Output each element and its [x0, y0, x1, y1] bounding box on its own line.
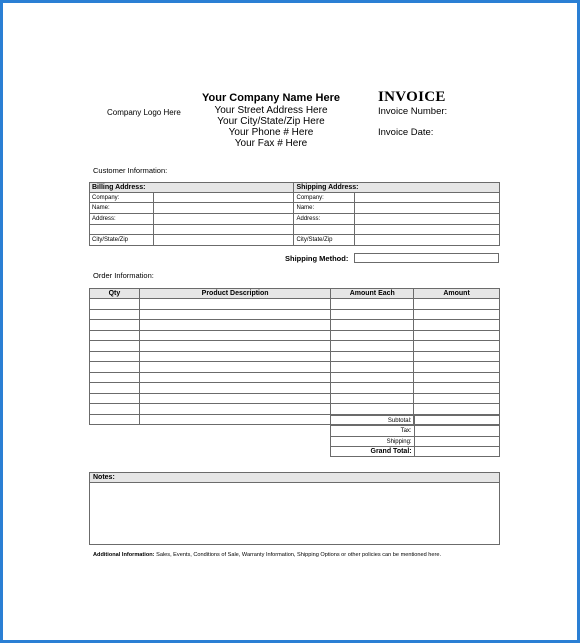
order-row [90, 393, 500, 404]
description-cell[interactable] [139, 404, 330, 415]
amount-cell[interactable] [414, 362, 500, 373]
shipping-address-label: Address: [294, 214, 355, 225]
amount-each-cell[interactable] [331, 309, 414, 320]
amount-cell[interactable] [414, 330, 500, 341]
billing-address-header: Billing Address: [90, 183, 294, 193]
description-cell[interactable] [139, 383, 330, 394]
amount-each-cell[interactable] [331, 362, 414, 373]
order-row [90, 404, 500, 415]
description-cell[interactable] [139, 309, 330, 320]
description-cell[interactable] [139, 299, 330, 310]
amount-cell[interactable] [414, 351, 500, 362]
shipping-address-field[interactable] [355, 214, 500, 225]
shipping-company-label: Company: [294, 193, 355, 203]
company-city: Your City/State/Zip Here [217, 116, 325, 127]
qty-cell[interactable] [90, 299, 140, 310]
qty-cell[interactable] [90, 414, 140, 425]
order-row [90, 330, 500, 341]
qty-cell[interactable] [90, 372, 140, 383]
additional-information [93, 552, 441, 558]
amount-each-cell[interactable] [331, 351, 414, 362]
amount-each-cell[interactable] [331, 320, 414, 331]
shipping-name-field[interactable] [355, 203, 500, 214]
customer-table [89, 182, 500, 246]
billing-address2-label [90, 225, 154, 235]
qty-cell[interactable] [90, 383, 140, 394]
qty-cell[interactable] [90, 341, 140, 352]
billing-city-field[interactable] [153, 235, 294, 246]
order-row [90, 362, 500, 373]
billing-company-label: Company: [90, 193, 154, 203]
description-cell[interactable] [139, 414, 330, 425]
shipping-field[interactable] [414, 437, 499, 447]
shipping-method-field[interactable] [354, 253, 499, 263]
grand-total-field[interactable] [414, 447, 499, 457]
subtotal-label: Subtotal: [331, 416, 415, 426]
billing-city-label: City/State/Zip [90, 235, 154, 246]
order-row [90, 383, 500, 394]
company-street: Your Street Address Here [214, 105, 328, 116]
company-name: Your Company Name Here [202, 92, 340, 104]
shipping-city-label: City/State/Zip [294, 235, 355, 246]
amount-cell[interactable] [414, 309, 500, 320]
qty-cell[interactable] [90, 330, 140, 341]
company-phone: Your Phone # Here [228, 127, 314, 138]
additional-information-label: Additional Information: [93, 552, 155, 558]
description-cell[interactable] [139, 393, 330, 404]
description-cell[interactable] [139, 351, 330, 362]
order-row [90, 372, 500, 383]
order-table [89, 288, 500, 425]
description-cell[interactable] [139, 320, 330, 331]
grand-total-label: Grand Total: [331, 447, 415, 457]
shipping-address2-field[interactable] [355, 225, 500, 235]
invoice-number-label: Invoice Number: [378, 106, 448, 117]
amount-column-header: Amount [414, 289, 500, 299]
amount-cell[interactable] [414, 393, 500, 404]
shipping-company-field[interactable] [355, 193, 500, 203]
invoice-title: INVOICE [378, 89, 446, 105]
invoice-date-label: Invoice Date: [378, 127, 434, 138]
qty-cell[interactable] [90, 362, 140, 373]
description-cell[interactable] [139, 362, 330, 373]
qty-column-header: Qty [90, 289, 140, 299]
notes-header: Notes: [90, 473, 499, 483]
amount-each-cell[interactable] [331, 372, 414, 383]
amount-each-cell[interactable] [331, 383, 414, 394]
billing-address-label: Address: [90, 214, 154, 225]
order-section-label: Order Information: [93, 271, 154, 280]
shipping-name-label: Name: [294, 203, 355, 214]
amount-cell[interactable] [414, 341, 500, 352]
amount-cell[interactable] [414, 320, 500, 331]
amount-each-cell[interactable] [331, 341, 414, 352]
description-cell[interactable] [139, 341, 330, 352]
shipping-address2-label [294, 225, 355, 235]
amount-cell[interactable] [414, 383, 500, 394]
billing-address2-field[interactable] [153, 225, 294, 235]
shipping-method-label: Shipping Method: [285, 254, 349, 263]
customer-section-label: Customer Information: [93, 166, 168, 175]
company-header [191, 91, 351, 149]
billing-name-field[interactable] [153, 203, 294, 214]
qty-cell[interactable] [90, 393, 140, 404]
qty-cell[interactable] [90, 320, 140, 331]
order-row [90, 351, 500, 362]
order-row [90, 299, 500, 310]
additional-information-text: Sales, Events, Conditions of Sale, Warranty Information, Shipping Options or other policies can be mentioned here. [154, 552, 442, 558]
totals-table [330, 415, 500, 457]
order-row [90, 320, 500, 331]
description-cell[interactable] [139, 330, 330, 341]
amount-cell[interactable] [414, 299, 500, 310]
subtotal-field[interactable] [414, 416, 499, 426]
amount-each-column-header: Amount Each [331, 289, 414, 299]
amount-cell[interactable] [414, 372, 500, 383]
amount-each-cell[interactable] [331, 393, 414, 404]
amount-each-cell[interactable] [331, 330, 414, 341]
amount-each-cell[interactable] [331, 299, 414, 310]
billing-address-field[interactable] [153, 214, 294, 225]
billing-company-field[interactable] [153, 193, 294, 203]
amount-cell[interactable] [414, 404, 500, 415]
billing-name-label: Name: [90, 203, 154, 214]
tax-label: Tax: [331, 426, 415, 437]
shipping-address-header: Shipping Address: [294, 183, 500, 193]
order-row [90, 341, 500, 352]
company-fax: Your Fax # Here [234, 138, 308, 149]
qty-cell[interactable] [90, 309, 140, 320]
description-column-header: Product Description [139, 289, 330, 299]
tax-field[interactable] [414, 426, 499, 437]
notes-box[interactable] [89, 472, 500, 545]
qty-cell[interactable] [90, 351, 140, 362]
shipping-city-field[interactable] [355, 235, 500, 246]
company-logo-placeholder: Company Logo Here [107, 108, 181, 117]
qty-cell[interactable] [90, 404, 140, 415]
order-row [90, 309, 500, 320]
amount-each-cell[interactable] [331, 404, 414, 415]
description-cell[interactable] [139, 372, 330, 383]
shipping-label: Shipping: [331, 437, 415, 447]
